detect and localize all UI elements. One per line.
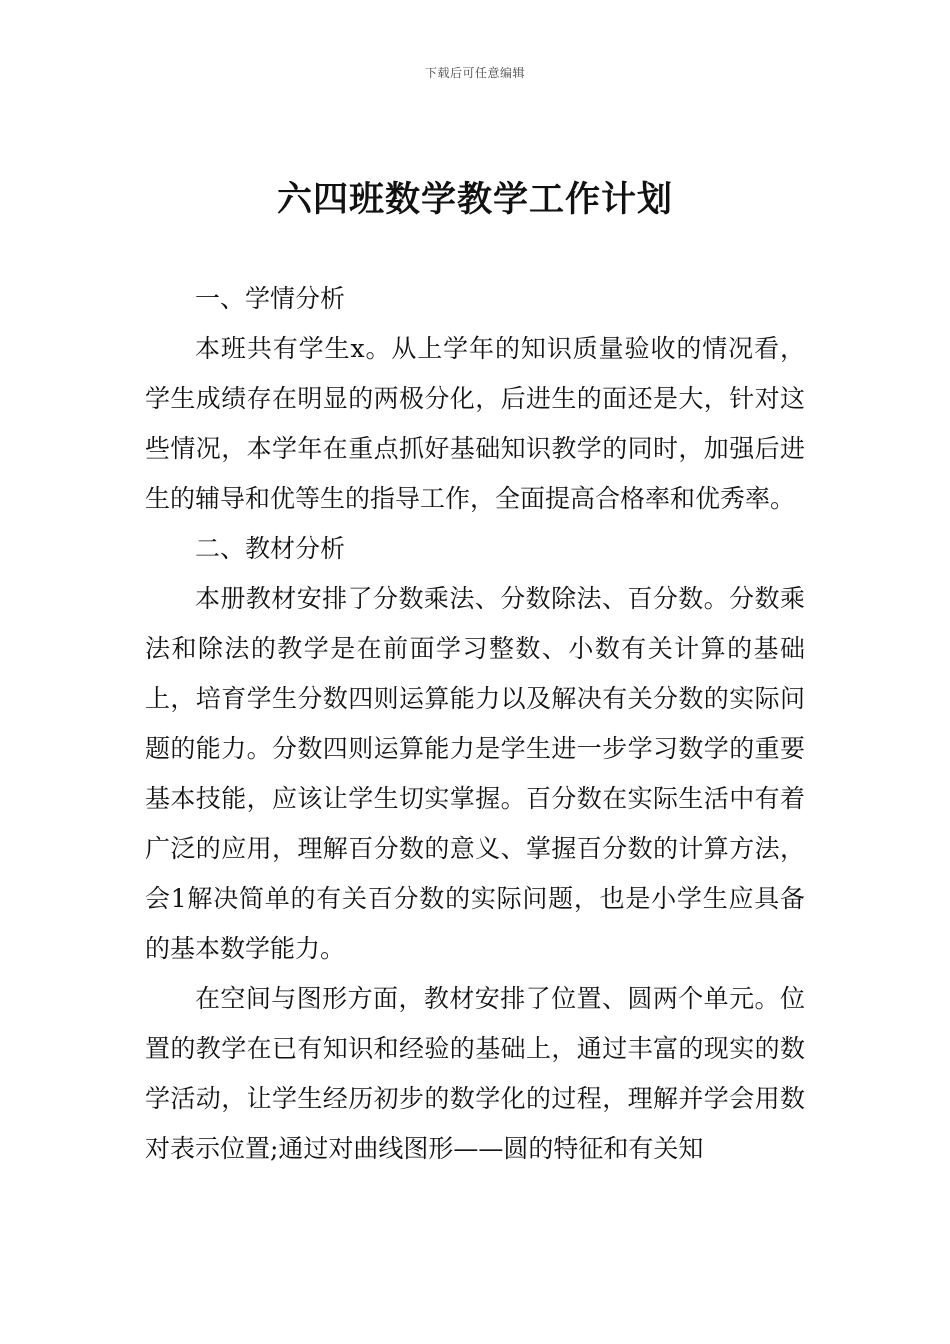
section-heading-2: 二、教材分析: [195, 534, 346, 563]
section-heading-1: 一、学情分析: [195, 284, 346, 313]
paragraph: 本班共有学生x。从上学年的知识质量验收的情况看，学生成绩存在明显的两极分化，后进生的面还是大，针对这些情况，本学年在重点抓好基础知识教学的同时，加强后进生的辅导和优等生的指导工作，全面提高合格率和优秀率。: [145, 334, 805, 513]
paragraph: 在空间与图形方面，教材安排了位置、圆两个单元。位置的教学在已有知识和经验的基础上，通过丰富的现实的数学活动，让学生经历初步的数学化的过程，理解并学会用数对表示位置;通过对曲线图形——圆的特征和有关知: [145, 984, 805, 1163]
document-title: 六四班数学教学工作计划: [276, 179, 673, 220]
document-body: [145, 274, 805, 1174]
paragraph: 本册教材安排了分数乘法、分数除法、百分数。分数乘法和除法的教学是在前面学习整数、小数有关计算的基础上，培育学生分数四则运算能力以及解决有关分数的实际问题的能力。分数四则运算能力是学生进一步学习数学的重要基本技能，应该让学生切实掌握。百分数在实际生活中有着广泛的应用，理解百分数的意义、掌握百分数的计算方法，会1解决简单的有关百分数的实际问题，也是小学生应具备的基本数学能力。: [145, 584, 805, 963]
header-note: 下载后可任意编辑: [424, 66, 525, 80]
